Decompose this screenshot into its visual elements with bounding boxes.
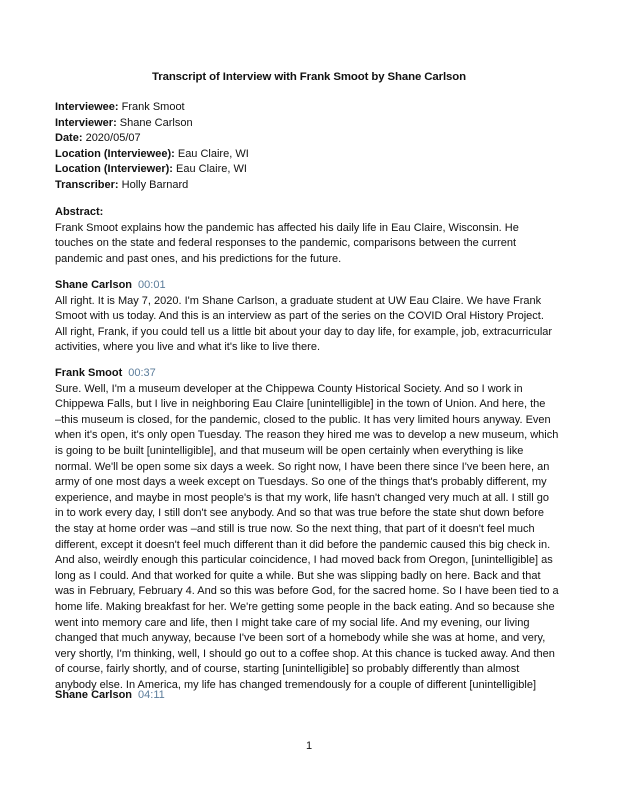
abstract-line: Frank Smoot explains how the pandemic has affected his daily life in Eau Claire, Wisconsin. He: [55, 221, 519, 234]
speaker-heading: [55, 278, 575, 294]
timestamp: 00:37: [128, 367, 156, 379]
speaker-name: Shane Carlson: [55, 689, 133, 701]
transcript-line: when it's open, it's only open Tuesday. The reason they hired me was to develop a new museum, which: [55, 429, 559, 442]
meta-transcriber: [55, 178, 249, 194]
meta-value: Holly Barnard: [118, 178, 189, 191]
meta-label: Location (Interviewer):: [55, 163, 173, 176]
transcript-line: is going to be built [unintelligible], and that museum will be open certainly when everything is like: [55, 444, 524, 457]
transcript-line: Chippewa Falls, but I live in neighboring Eau Claire [unintelligible] in the town of Union. And here, the: [55, 398, 546, 411]
meta-value: Eau Claire, WI: [172, 163, 247, 176]
meta-label: Interviewee:: [55, 101, 119, 113]
transcript-line: And also, weirdly enough this particular coincidence, I had moved back from Oregon, [unintelligible] as: [55, 554, 553, 567]
transcript-line: very shortly, I'm thinking, well, I should go out to a coffee shop. At this chance is tucked away. And then: [55, 647, 555, 660]
meta-value: Shane Carlson: [116, 116, 193, 129]
meta-label: Transcriber:: [55, 178, 119, 191]
transcript-line: All right. It is May 7, 2020. I'm Shane Carlson, a graduate student at UW Eau Claire. We have Frank: [55, 294, 542, 307]
transcript-line: changed that much anyway, because I've been sort of a homebody while she was at home, and very,: [55, 632, 546, 645]
transcript-line: normal. We'll be open some six days a week. So right now, I have been there since I've been here, an: [55, 460, 550, 473]
abstract-section: [55, 205, 575, 267]
timestamp: 00:01: [138, 279, 166, 291]
transcript-line: home life. Making breakfast for her. We're getting some people in the back eating. And so because she: [55, 600, 555, 613]
transcript-line: anybody else. In America, my life has changed tremendously for a couple of different [unintelligible]: [55, 678, 537, 691]
transcript-line: the stay at home order was –and still is true now. So the next thing, that part of it doesn't feel much: [55, 522, 535, 535]
transcript-line: was in February, February 4. And so this was before God, for the sacred home. So I have been tied to a: [55, 585, 559, 598]
meta-location-interviewer: [55, 162, 249, 178]
meta-location-interviewee: [55, 147, 249, 163]
meta-interviewee: [55, 100, 249, 116]
speaker-name: Shane Carlson: [55, 279, 133, 291]
transcript-line: Sure. Well, I'm a museum developer at the Chippewa County Historical Society. And so I work in: [55, 382, 523, 395]
meta-date: [55, 131, 249, 147]
transcript-turn: [55, 366, 575, 693]
speaker-name: Frank Smoot: [55, 367, 123, 379]
meta-label: Date:: [55, 132, 83, 145]
meta-value: Eau Claire, WI: [174, 147, 249, 160]
transcript-line: –this museum is closed, for the pandemic, closed to the public. It has very limited hours anyway. Even: [55, 413, 551, 426]
abstract-heading: Abstract:: [55, 206, 104, 218]
transcript-line: in to work every day, I still don't see anybody. And so that was true before the state shut down before: [55, 507, 545, 520]
page-number: 1: [305, 740, 313, 752]
transcript-turn: [55, 278, 575, 356]
meta-value: 2020/05/07: [82, 132, 141, 145]
meta-interviewer: [55, 116, 249, 132]
meta-label: Location (Interviewee):: [55, 147, 175, 160]
transcript-line: Smoot with us today. And this is an interview as part of the series on the COVID Oral History Project.: [55, 310, 544, 323]
transcript-turn: [55, 688, 575, 704]
transcript-line: All right, Frank, if you could tell us a little bit about your day to day life, for example, job, extracurricular: [55, 325, 553, 338]
transcript-line: different, except it doesn't feel much different than it did before the pandemic caused this big check in.: [55, 538, 551, 551]
transcript-line: went into memory care and life, then I might take care of my social life. And my evening, our living: [55, 616, 530, 629]
speaker-heading: [55, 688, 575, 704]
transcript-line: activities, where you live and what it's like to live there.: [55, 341, 320, 354]
transcript-line: long as I could. And that worked for quite a while. But she was slipping badly on here. Back and that: [55, 569, 541, 582]
interview-metadata: [55, 100, 249, 194]
meta-value: Frank Smoot: [118, 101, 185, 113]
timestamp: 04:11: [138, 689, 165, 701]
document-title: Transcript of Interview with Frank Smoot by Shane Carlson: [152, 71, 466, 83]
speaker-heading: [55, 366, 575, 382]
transcript-line: experience, and maybe in most people's is that my work, life hasn't changed very much at all. I still go: [55, 491, 549, 504]
abstract-line: pandemic and past ones, and his predictions for the future.: [55, 252, 342, 265]
abstract-line: touches on the state and federal responses to the pandemic, comparisons between the current: [55, 237, 517, 250]
transcript-line: army of one most days a week except on Tuesdays. So one of the things that's probably different, my: [55, 476, 547, 489]
transcript-line: of course, fairly shortly, and of course, starting [unintelligible] so probably differently than almost: [55, 663, 520, 676]
meta-label: Interviewer:: [55, 116, 117, 129]
